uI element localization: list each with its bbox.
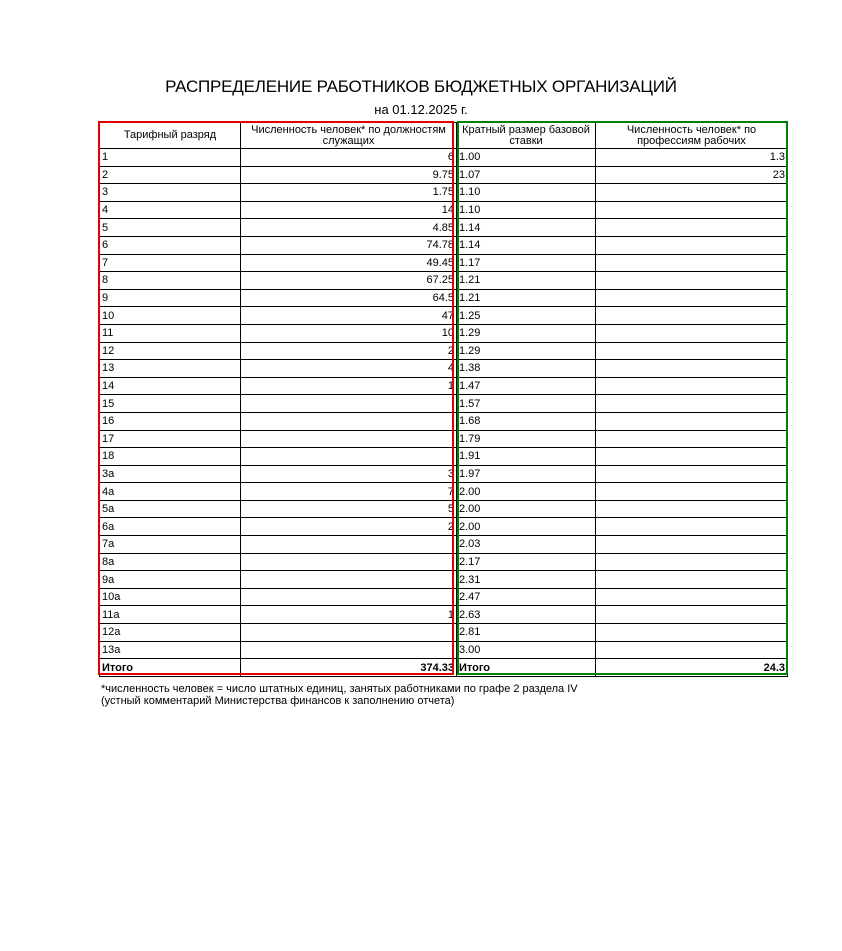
- multiplier-cell: 1.14: [457, 219, 596, 237]
- table-row: [100, 324, 788, 342]
- total-row: [100, 659, 788, 677]
- workers-cell: [596, 571, 788, 589]
- total-right-label: Итого: [457, 659, 596, 677]
- multiplier-cell: 1.00: [457, 149, 596, 167]
- table-row: [100, 184, 788, 202]
- table-row: [100, 641, 788, 659]
- table-row: [100, 219, 788, 237]
- grade-cell: 9: [100, 289, 241, 307]
- total-left-label: Итого: [100, 659, 241, 677]
- grade-cell: 6а: [100, 518, 241, 536]
- employees-cell: 5: [241, 500, 457, 518]
- employees-cell: [241, 412, 457, 430]
- footnote-line-2: (устный комментарий Министерства финансов к заполнению отчета): [101, 695, 455, 707]
- distribution-table: [99, 122, 788, 677]
- grade-cell: 15: [100, 395, 241, 413]
- workers-cell: [596, 518, 788, 536]
- multiplier-cell: 1.79: [457, 430, 596, 448]
- employees-cell: 1: [241, 377, 457, 395]
- table-row: [100, 395, 788, 413]
- workers-cell: 1.3: [596, 149, 788, 167]
- grade-cell: 7: [100, 254, 241, 272]
- employees-cell: 14: [241, 201, 457, 219]
- employees-cell: 47: [241, 307, 457, 325]
- employees-cell: [241, 588, 457, 606]
- employees-cell: 2: [241, 342, 457, 360]
- employees-cell: [241, 641, 457, 659]
- workers-cell: [596, 641, 788, 659]
- multiplier-cell: 1.07: [457, 166, 596, 184]
- multiplier-cell: 2.31: [457, 571, 596, 589]
- column-header-grade: Тарифный разряд: [100, 123, 241, 149]
- employees-cell: [241, 395, 457, 413]
- workers-cell: [596, 324, 788, 342]
- multiplier-cell: 2.81: [457, 624, 596, 642]
- multiplier-cell: 1.91: [457, 448, 596, 466]
- grade-cell: 2: [100, 166, 241, 184]
- multiplier-cell: 1.10: [457, 201, 596, 219]
- grade-cell: 13а: [100, 641, 241, 659]
- multiplier-cell: 1.68: [457, 412, 596, 430]
- grade-cell: 17: [100, 430, 241, 448]
- grade-cell: 5: [100, 219, 241, 237]
- grade-cell: 6: [100, 236, 241, 254]
- table-row: [100, 518, 788, 536]
- table-row: [100, 201, 788, 219]
- grade-cell: 11а: [100, 606, 241, 624]
- grade-cell: 1: [100, 149, 241, 167]
- total-employees: 374.33: [241, 659, 457, 677]
- table-row: [100, 342, 788, 360]
- employees-cell: 74.78: [241, 236, 457, 254]
- grade-cell: 3а: [100, 465, 241, 483]
- column-header-employees: Численность человек* по должностям служащих: [241, 123, 457, 149]
- grade-cell: 10: [100, 307, 241, 325]
- employees-cell: 10: [241, 324, 457, 342]
- table-row: [100, 606, 788, 624]
- workers-cell: [596, 412, 788, 430]
- grade-cell: 13: [100, 360, 241, 378]
- employees-cell: [241, 571, 457, 589]
- multiplier-cell: 1.10: [457, 184, 596, 202]
- table-row: [100, 412, 788, 430]
- table-row: [100, 553, 788, 571]
- employees-cell: 3: [241, 465, 457, 483]
- table-row: [100, 571, 788, 589]
- grade-cell: 14: [100, 377, 241, 395]
- multiplier-cell: 1.29: [457, 324, 596, 342]
- workers-cell: [596, 465, 788, 483]
- multiplier-cell: 2.00: [457, 500, 596, 518]
- multiplier-cell: 2.03: [457, 536, 596, 554]
- table-row: [100, 360, 788, 378]
- multiplier-cell: 1.14: [457, 236, 596, 254]
- employees-cell: 4.85: [241, 219, 457, 237]
- multiplier-cell: 1.21: [457, 289, 596, 307]
- grade-cell: 16: [100, 412, 241, 430]
- employees-cell: 9.75: [241, 166, 457, 184]
- table-row: [100, 500, 788, 518]
- multiplier-cell: 3.00: [457, 641, 596, 659]
- footnote-line-1: *численность человек = число штатных единиц, занятых работниками по графе 2 раздела IV: [101, 683, 578, 695]
- grade-cell: 7а: [100, 536, 241, 554]
- employees-cell: 64.5: [241, 289, 457, 307]
- total-workers: 24.3: [596, 659, 788, 677]
- workers-cell: [596, 184, 788, 202]
- workers-cell: [596, 448, 788, 466]
- multiplier-cell: 2.00: [457, 518, 596, 536]
- report-title: РАСПРЕДЕЛЕНИЕ РАБОТНИКОВ БЮДЖЕТНЫХ ОРГАНИЗАЦИЙ: [165, 77, 677, 96]
- workers-cell: [596, 606, 788, 624]
- workers-cell: [596, 395, 788, 413]
- table-row: [100, 483, 788, 501]
- table-row: [100, 289, 788, 307]
- table-row: [100, 236, 788, 254]
- workers-cell: [596, 289, 788, 307]
- multiplier-cell: 1.97: [457, 465, 596, 483]
- employees-cell: 49.45: [241, 254, 457, 272]
- grade-cell: 12: [100, 342, 241, 360]
- grade-cell: 8: [100, 272, 241, 290]
- grade-cell: 4: [100, 201, 241, 219]
- multiplier-cell: 1.57: [457, 395, 596, 413]
- report-date: на 01.12.2025 г.: [374, 102, 468, 117]
- multiplier-cell: 1.38: [457, 360, 596, 378]
- employees-cell: [241, 448, 457, 466]
- workers-cell: [596, 377, 788, 395]
- workers-cell: [596, 254, 788, 272]
- employees-cell: 7: [241, 483, 457, 501]
- workers-cell: [596, 360, 788, 378]
- employees-cell: [241, 553, 457, 571]
- employees-cell: [241, 624, 457, 642]
- multiplier-cell: 1.17: [457, 254, 596, 272]
- employees-cell: [241, 430, 457, 448]
- workers-cell: [596, 430, 788, 448]
- multiplier-cell: 2.63: [457, 606, 596, 624]
- multiplier-cell: 1.21: [457, 272, 596, 290]
- table-row: [100, 166, 788, 184]
- grade-cell: 10а: [100, 588, 241, 606]
- employees-cell: 2: [241, 518, 457, 536]
- grade-cell: 9а: [100, 571, 241, 589]
- table-row: [100, 624, 788, 642]
- employees-cell: 1: [241, 606, 457, 624]
- grade-cell: 4а: [100, 483, 241, 501]
- workers-cell: [596, 219, 788, 237]
- grade-cell: 11: [100, 324, 241, 342]
- workers-cell: [596, 588, 788, 606]
- workers-cell: [596, 307, 788, 325]
- employees-cell: 67.25: [241, 272, 457, 290]
- grade-cell: 3: [100, 184, 241, 202]
- multiplier-cell: 2.00: [457, 483, 596, 501]
- grade-cell: 18: [100, 448, 241, 466]
- employees-cell: 1.75: [241, 184, 457, 202]
- employees-cell: 4: [241, 360, 457, 378]
- workers-cell: [596, 536, 788, 554]
- table-row: [100, 536, 788, 554]
- workers-cell: [596, 624, 788, 642]
- multiplier-cell: 1.25: [457, 307, 596, 325]
- grade-cell: 5а: [100, 500, 241, 518]
- workers-cell: [596, 553, 788, 571]
- table-row: [100, 307, 788, 325]
- table-row: [100, 588, 788, 606]
- table-row: [100, 272, 788, 290]
- employees-cell: 6: [241, 149, 457, 167]
- multiplier-cell: 1.47: [457, 377, 596, 395]
- column-header-multiplier: Кратный размер базовой ставки: [457, 123, 596, 149]
- workers-cell: [596, 500, 788, 518]
- workers-cell: [596, 342, 788, 360]
- employees-cell: [241, 536, 457, 554]
- multiplier-cell: 1.29: [457, 342, 596, 360]
- workers-cell: [596, 201, 788, 219]
- multiplier-cell: 2.47: [457, 588, 596, 606]
- workers-cell: [596, 236, 788, 254]
- multiplier-cell: 2.17: [457, 553, 596, 571]
- table-row: [100, 430, 788, 448]
- column-header-workers: Численность человек* по профессиям рабочих: [596, 123, 788, 149]
- workers-cell: 23: [596, 166, 788, 184]
- table-row: [100, 149, 788, 167]
- grade-cell: 12а: [100, 624, 241, 642]
- table-row: [100, 465, 788, 483]
- grade-cell: 8а: [100, 553, 241, 571]
- table-row: [100, 377, 788, 395]
- table-row: [100, 448, 788, 466]
- workers-cell: [596, 272, 788, 290]
- workers-cell: [596, 483, 788, 501]
- table-row: [100, 254, 788, 272]
- footnote: [101, 683, 578, 707]
- table-header-row: [100, 123, 788, 149]
